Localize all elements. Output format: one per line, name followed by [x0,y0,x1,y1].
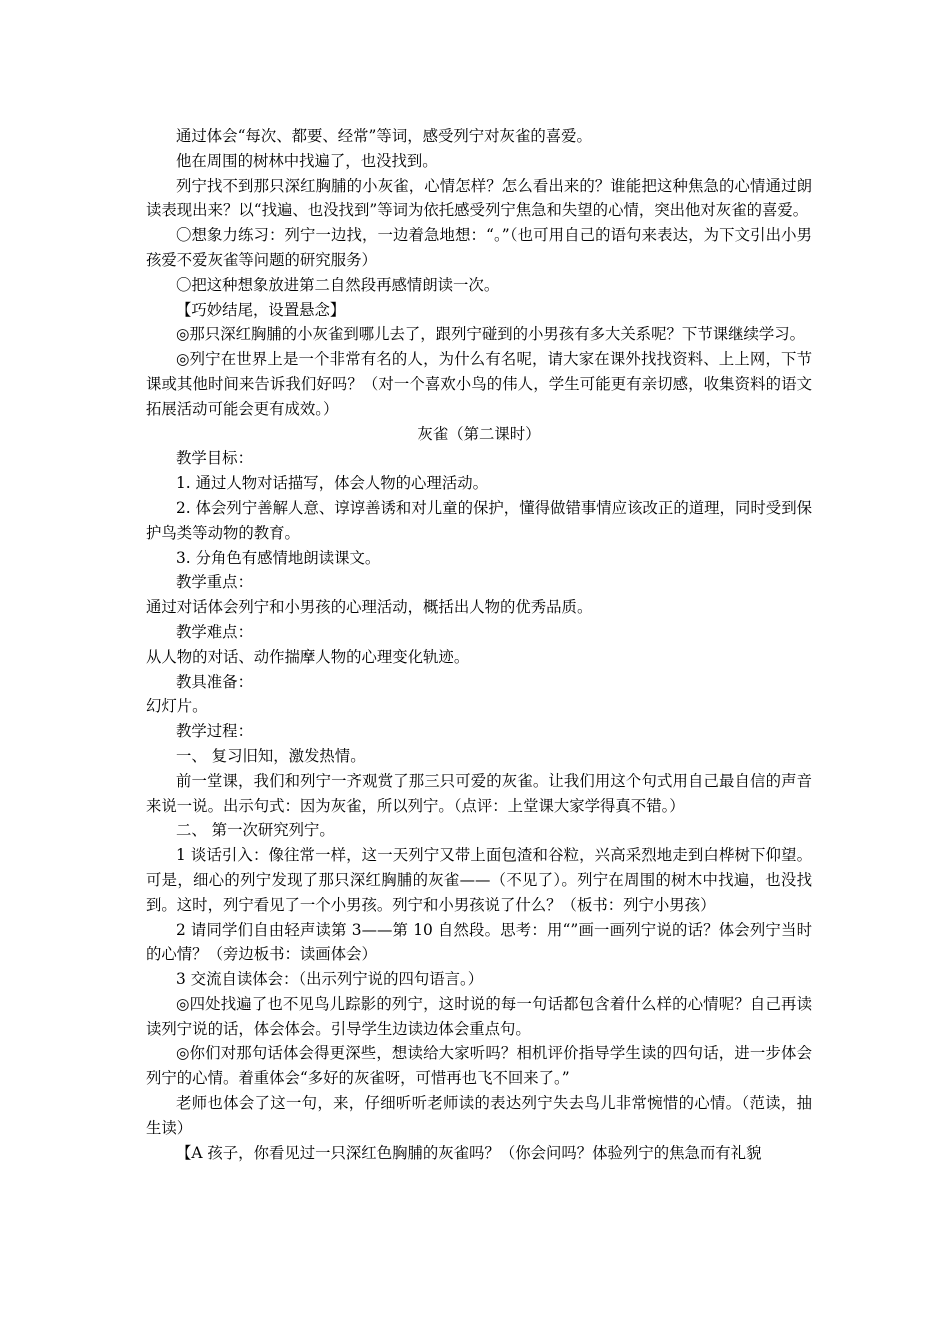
section-label: 教具准备： [176,672,253,691]
section-heading: 【巧妙结尾，设置悬念】 [176,300,346,319]
list-item: 1. 通过人物对话描写，体会人物的心理活动。 [176,474,488,493]
section-label: 教学难点： [176,622,253,641]
paragraph: 【A 孩子，你看见过一只深红色胸脯的灰雀吗？（你会问吗？体验列宁的焦急而有礼貌 [176,1143,762,1162]
paragraph: 列宁找不到那只深红胸脯的小灰雀，心情怎样？怎么看出来的？谁能把这种焦急的心情通过朗读表现出来？以“找遍、也没找到”等词为依托感受列宁焦急和失望的心情，突出他对灰雀的喜爱。 [146,176,812,220]
document-body [146,124,812,1165]
section-label: 教学重点： [176,573,253,592]
section-label: 教学过程： [176,722,253,741]
section-heading: 一、 复习旧知，激发热情。 [176,746,366,765]
paragraph: 幻灯片。 [146,697,208,716]
paragraph: ◎列宁在世界上是一个非常有名的人，为什么有名呢，请大家在课外找找资料、上上网，下节课或其他时间来告诉我们好吗？（对一个喜欢小鸟的伟人，学生可能更有亲切感，收集资料的语文拓展活动可能会更有成效。） [146,350,812,418]
paragraph: 前一堂课，我们和列宁一齐观赏了那三只可爱的灰雀。让我们用这个句式用自己最自信的声音来说一说。出示句式：因为灰雀，所以列宁。（点评：上堂课大家学得真不错。） [146,771,812,815]
paragraph: 从人物的对话、动作揣摩人物的心理变化轨迹。 [146,647,470,666]
paragraph: ◎那只深红胸脯的小灰雀到哪儿去了，跟列宁碰到的小男孩有多大关系呢？下节课继续学习。 [176,325,806,344]
paragraph: ◎四处找遍了也不见鸟儿踪影的列宁，这时说的每一句话都包含着什么样的心情呢？自己再读读列宁说的话，体会体会。引导学生边读边体会重点句。 [146,994,812,1038]
list-item: 2. 体会列宁善解人意、谆谆善诱和对儿童的保护，懂得做错事情应该改正的道理，同时受到保护鸟类等动物的教育。 [146,498,812,542]
section-heading: 二、 第一次研究列宁。 [176,821,335,840]
paragraph: ◎你们对那句话体会得更深些，想读给大家听吗？相机评价指导学生读的四句话，进一步体会列宁的心情。着重体会“多好的灰雀呀，可惜再也飞不回来了。” [146,1044,812,1088]
paragraph: 通过对话体会列宁和小男孩的心理活动，概括出人物的优秀品质。 [146,598,593,617]
paragraph: 2 请同学们自由轻声读第 3——第 10 自然段。思考：用“”画一画列宁说的话？体会列宁当时的心情？（旁边板书：读画体会） [146,920,812,964]
paragraph: 老师也体会了这一句，来，仔细听听老师读的表达列宁失去鸟儿非常惋惜的心情。（范读，抽生读） [146,1094,812,1137]
paragraph: 他在周围的树林中找遍了，也没找到。 [176,151,438,170]
paragraph: 3 交流自读体会：（出示列宁说的四句语言。） [176,970,484,989]
lesson-title: 灰雀（第二课时） [417,424,541,443]
paragraph: 1 谈话引入：像往常一样，这一天列宁又带上面包渣和谷粒，兴高采烈地走到白桦树下仰望。可是，细心的列宁发现了那只深红胸脯的灰雀——（不见了）。列宁在周围的树木中找遍，也没找到。这时，列宁看见了一个小男孩。列宁和小男孩说了什么？（板书：列宁小男孩） [146,846,812,914]
paragraph: 〇把这种想象放进第二自然段再感情朗读一次。 [176,275,500,294]
list-item: 3. 分角色有感情地朗读课文。 [176,548,381,567]
paragraph: 〇想象力练习：列宁一边找，一边着急地想：“。”（也可用自己的语句来表达，为下文引出小男孩爱不爱灰雀等问题的研究服务） [146,226,812,269]
section-label: 教学目标： [176,449,253,468]
paragraph: 通过体会“每次、都要、经常”等词，感受列宁对灰雀的喜爱。 [176,127,592,145]
